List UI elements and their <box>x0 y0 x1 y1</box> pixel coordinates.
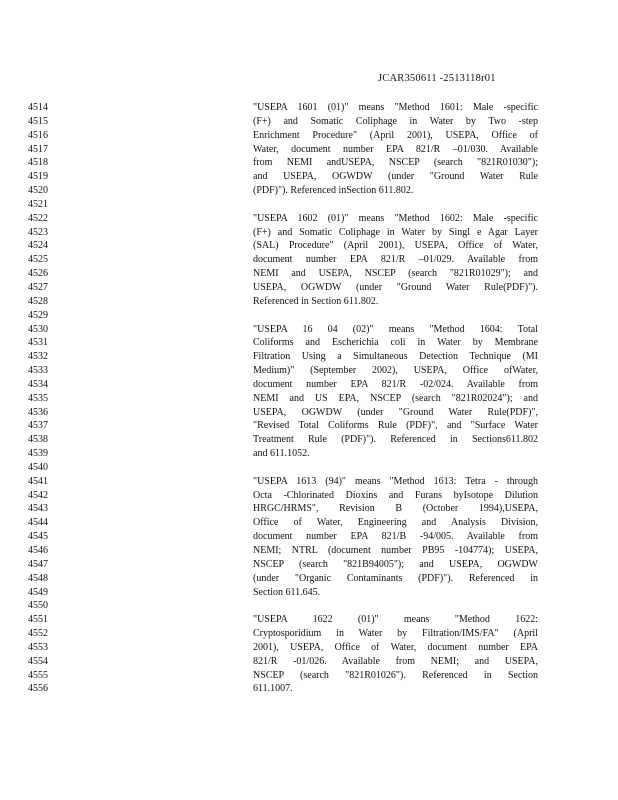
text-line: Water, document number EPA 821/R –01/030. Available <box>253 143 538 155</box>
line-number: 4529 <box>28 309 48 321</box>
line-number: 4514 <box>28 102 48 113</box>
text-line: (PDF)"). Referenced inSection 611.802. <box>253 185 414 197</box>
text-line: NEMI; NTRL (document number PB95 -104774); USEPA, <box>253 545 538 556</box>
line-number: 4552 <box>28 628 48 640</box>
line-number: 4538 <box>28 434 48 446</box>
line-number: 4556 <box>28 683 48 695</box>
line-number: 4519 <box>28 171 48 183</box>
line-number: 4546 <box>28 545 48 556</box>
text-line: (F+) and Somatic Coliphage in Water by Two -step <box>253 115 538 127</box>
line-number: 4524 <box>28 240 48 252</box>
line-number: 4525 <box>28 254 48 266</box>
text-line: "USEPA 1602 (01)" means "Method 1602: Male -specific <box>253 212 538 224</box>
line-number: 4527 <box>28 281 48 293</box>
text-line: Filtration Using a Simultaneous Detection Technique (MI <box>253 351 538 363</box>
text-line: document number EPA 821/R -02/024. Available from <box>253 378 538 390</box>
line-number: 4541 <box>28 475 48 487</box>
line-number: 4540 <box>28 461 48 473</box>
text-line: Referenced in Section 611.802. <box>253 295 379 307</box>
line-number: 4549 <box>28 586 48 598</box>
blank-line <box>253 309 538 323</box>
line-number-column <box>28 101 68 696</box>
text-line: Section 611.645. <box>253 586 321 598</box>
text-line: document number EPA 821/R –01/029. Available from <box>253 254 538 266</box>
text-line: document number EPA 821/B -94/005. Available from <box>253 531 538 543</box>
text-line: "USEPA 1622 (01)" means "Method 1622: <box>253 614 538 626</box>
line-number: 4535 <box>28 392 48 404</box>
blank-line <box>253 198 538 212</box>
line-number: 4522 <box>28 212 48 224</box>
text-line: 2001), USEPA, Office of Water, document number EPA <box>253 641 538 653</box>
line-number: 4543 <box>28 503 48 515</box>
document-header: JCAR350611 -2513118r01 <box>378 73 496 84</box>
line-number: 4539 <box>28 448 48 460</box>
line-number: 4526 <box>28 268 48 280</box>
text-line: 821/R -01/026. Available from NEMI; and USEPA, <box>253 655 538 667</box>
line-number: 4536 <box>28 406 48 418</box>
line-number: 4530 <box>28 323 48 335</box>
line-number: 4523 <box>28 226 48 238</box>
line-number: 4551 <box>28 614 48 626</box>
text-line: Enrichment Procedure" (April 2001), USEPA, Office of <box>253 129 538 141</box>
definitions-text <box>253 101 538 696</box>
line-number: 4533 <box>28 365 48 377</box>
line-number: 4516 <box>28 129 48 141</box>
text-line: NSCEP (search "821B94005"); and USEPA, OGWDW <box>253 558 538 570</box>
line-number: 4520 <box>28 185 48 197</box>
text-line: from NEMI andUSEPA, NSCEP (search "821R01030"); <box>253 157 538 169</box>
line-number: 4550 <box>28 600 48 612</box>
line-number: 4547 <box>28 558 48 570</box>
line-number: 4545 <box>28 531 48 543</box>
line-number: 4528 <box>28 295 48 307</box>
text-line: NEMI and US EPA, NSCEP (search "821R02024"); and <box>253 392 538 404</box>
text-line: Treatment Rule (PDF)"). Referenced in Sections611.802 <box>253 434 538 446</box>
blank-line <box>253 461 538 475</box>
text-line: and USEPA, OGWDW (under "Ground Water Rule <box>253 171 538 183</box>
text-line: (SAL) Procedure" (April 2001), USEPA, Office of Water, <box>253 240 538 252</box>
line-number: 4517 <box>28 143 48 155</box>
text-line: "Revised Total Coliforms Rule (PDF)", and "Surface Water <box>253 420 538 432</box>
line-number: 4544 <box>28 517 48 529</box>
text-line: "USEPA 1601 (01)" means "Method 1601: Male -specific <box>253 102 538 113</box>
text-line: USEPA, OGWDW (under "Ground Water Rule(PDF)", <box>253 406 538 418</box>
text-line: 611.1007. <box>253 683 293 695</box>
text-line: and 611.1052. <box>253 448 310 460</box>
line-number: 4555 <box>28 669 48 681</box>
text-line: NEMI and USEPA, NSCEP (search "821R01029"); and <box>253 268 538 280</box>
line-number: 4537 <box>28 420 48 432</box>
text-line: Octa -Chlorinated Dioxins and Furans byIsotope Dilution <box>253 489 538 501</box>
text-line: NSCEP (search "821R01026"). Referenced in Section <box>253 669 538 681</box>
line-number: 4542 <box>28 489 48 501</box>
line-number: 4534 <box>28 378 48 390</box>
line-number: 4521 <box>28 198 48 210</box>
line-number: 4532 <box>28 351 48 363</box>
text-line: Medium)" (September 2002), USEPA, Office ofWater, <box>253 365 538 377</box>
text-line: (F+) and Somatic Coliphage in Water by Singl e Agar Layer <box>253 226 538 238</box>
text-line: (under "Organic Contaminants (PDF)"). Referenced in <box>253 572 538 584</box>
text-line: Office of Water, Engineering and Analysis Division, <box>253 517 538 529</box>
text-line: "USEPA 1613 (94)" means "Method 1613: Tetra - through <box>253 475 538 487</box>
line-number: 4515 <box>28 115 48 127</box>
line-number: 4553 <box>28 641 48 653</box>
text-line: Coliforms and Escherichia coli in Water by Membrane <box>253 337 538 349</box>
line-number: 4548 <box>28 572 48 584</box>
text-line: HRGC/HRMS", Revision B (October 1994),USEPA, <box>253 503 538 515</box>
line-number: 4531 <box>28 337 48 349</box>
blank-line <box>253 599 538 613</box>
text-line: Cryptosporidium in Water by Filtration/IMS/FA" (April <box>253 628 538 640</box>
text-line: USEPA, OGWDW (under "Ground Water Rule(PDF)"). <box>253 281 538 293</box>
line-number: 4554 <box>28 655 48 667</box>
line-number: 4518 <box>28 157 48 169</box>
text-line: "USEPA 16 04 (02)" means "Method 1604: Total <box>253 323 538 335</box>
